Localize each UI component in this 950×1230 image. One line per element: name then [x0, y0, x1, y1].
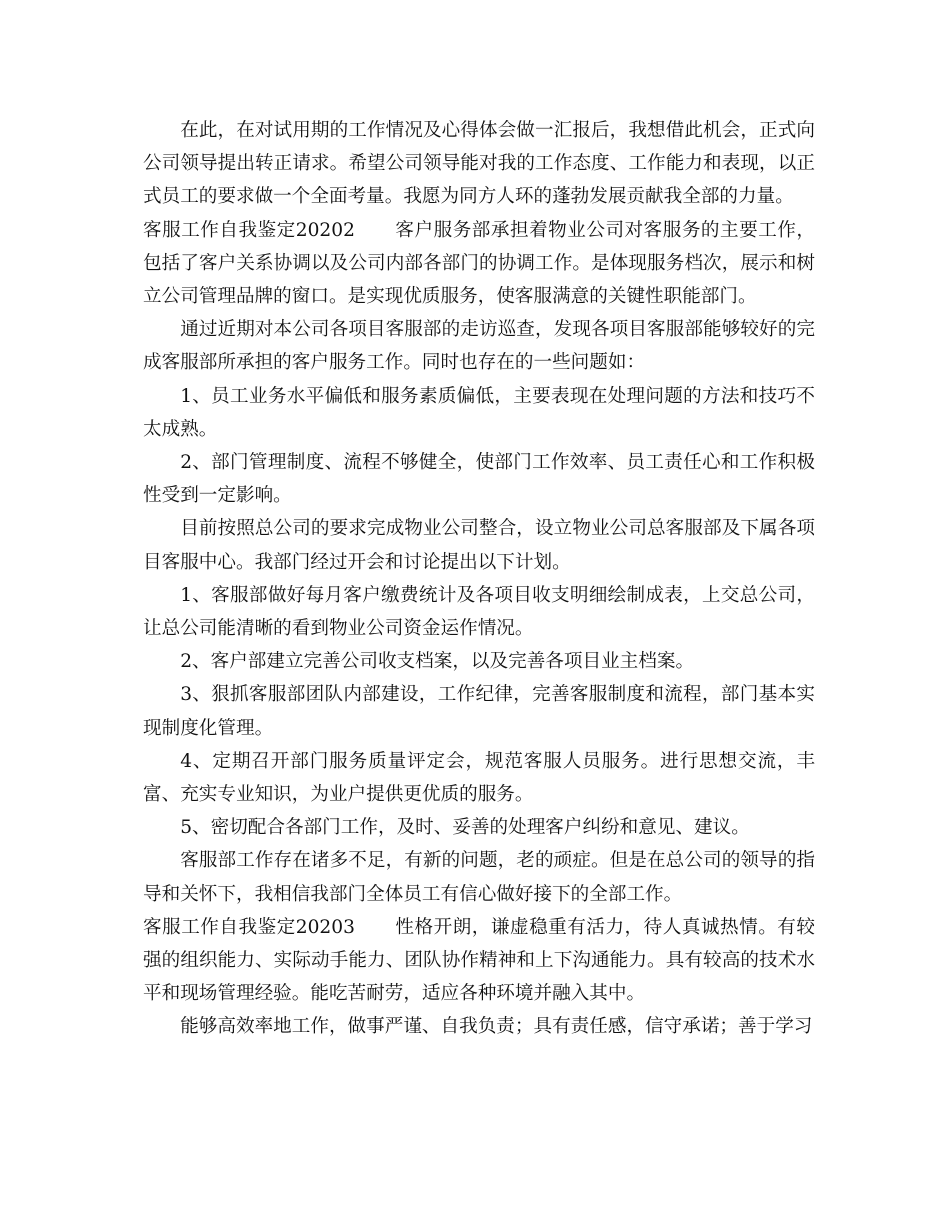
paragraph-text: 通过近期对本公司各项目客服部的走访巡查，发现各项目客服部能够较好的完成客服部所承担的客户服务工作。同时也存在的一些问题如：: [143, 319, 815, 374]
paragraph-12: [143, 844, 815, 910]
paragraph-14: [143, 1010, 815, 1043]
paragraph-text: 1、客服部做好每月客户缴费统计及各项目收支明细绘制成表，上交总公司，让总公司能清晰的看到物业公司资金运作情况。: [143, 584, 815, 640]
paragraph-text: 1、员工业务水平偏低和服务素质偏低，主要表现在处理问题的方法和技巧不太成熟。: [143, 385, 815, 440]
paragraph-text: 4、定期召开部门服务质量评定会，规范客服人员服务。进行思想交流，丰富、充实专业知识，为业户提供更优质的服务。: [143, 750, 815, 806]
paragraph-text: 客户服务部承担着物业公司对客服务的主要工作，包括了客户关系协调以及公司内部各部门的协调工作。是体现服务档次，展示和树立公司管理品牌的窗口。是实现优质服务，使客服满意的关键性职能部门。: [143, 219, 815, 308]
paragraph-6: [143, 512, 815, 578]
paragraph-text: 2、部门管理制度、流程不够健全，使部门工作效率、员工责任心和工作积极性受到一定影响。: [143, 452, 815, 507]
section-heading: 客服工作自我鉴定20203: [143, 916, 355, 938]
paragraph-text: 客服部工作存在诸多不足，有新的问题，老的顽症。但是在总公司的领导的指导和关怀下，我相信我部门全体员工有信心做好接下的全部工作。: [143, 850, 815, 905]
paragraph-11: [143, 811, 815, 844]
paragraph-text: 5、密切配合各部门工作，及时、妥善的处理客户纠纷和意见、建议。: [180, 817, 750, 839]
paragraph-10: [143, 745, 815, 811]
paragraph-4: [143, 380, 815, 446]
paragraph-text: 目前按照总公司的要求完成物业公司整合，设立物业公司总客服部及下属各项目客服中心。我部门经过开会和讨论提出以下计划。: [143, 518, 815, 573]
paragraph-13: [143, 911, 815, 1011]
paragraph-8: [143, 645, 815, 678]
paragraph-9: [143, 678, 815, 744]
paragraph-1: [143, 114, 815, 214]
paragraph-text: 在此，在对试用期的工作情况及心得体会做一汇报后，我想借此机会，正式向公司领导提出转正请求。希望公司领导能对我的工作态度、工作能力和表现，以正式员工的要求做一个全面考量。我愿为同方人环的蓬勃发展贡献我全部的力量。: [143, 120, 815, 208]
paragraph-text: 性格开朗，谦虚稳重有活力，待人真诚热情。有较强的组织能力、实际动手能力、团队协作精神和上下沟通能力。具有较高的技术水平和现场管理经验。能吃苦耐劳，适应各种环境并融入其中。: [143, 916, 815, 1005]
paragraph-7: [143, 579, 815, 645]
paragraph-text: 2、客户部建立完善公司收支档案，以及完善各项目业主档案。: [180, 651, 695, 673]
paragraph-text: 能够高效率地工作，做事严谨、自我负责；具有责任感，信守承诺；善于学习: [180, 1016, 813, 1038]
paragraph-text: 3、狠抓客服部团队内部建设，工作纪律，完善客服制度和流程，部门基本实现制度化管理。: [143, 684, 815, 739]
paragraph-5: [143, 446, 815, 512]
document-body: [143, 114, 815, 1044]
section-heading: 客服工作自我鉴定20202: [143, 219, 355, 241]
paragraph-3: [143, 313, 815, 379]
paragraph-2: [143, 214, 815, 314]
